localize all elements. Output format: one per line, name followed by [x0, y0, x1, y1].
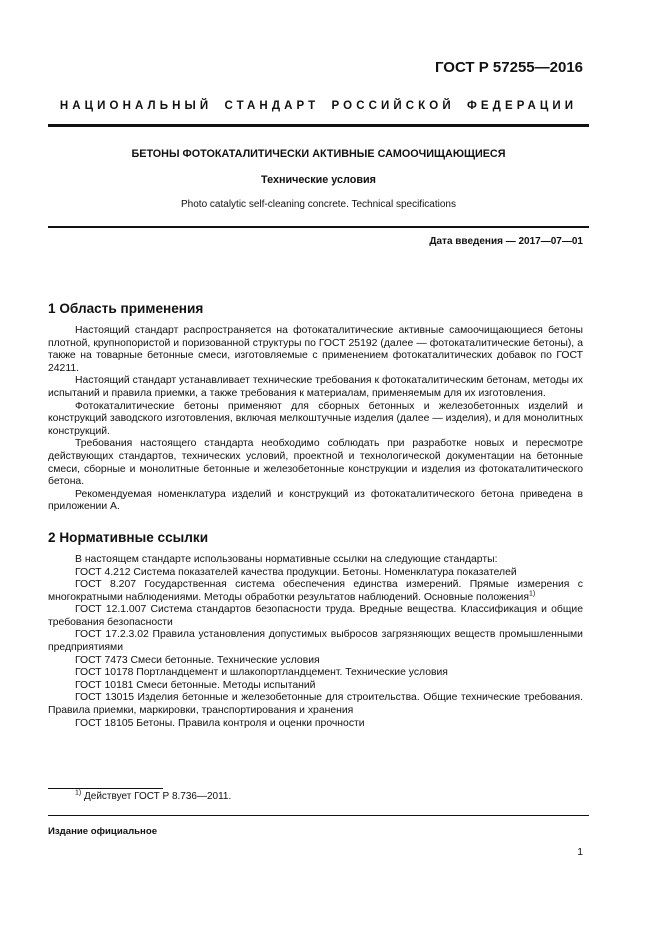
reference-text: ГОСТ 8.207 Государственная система обеспечения единства измерений. Прямые измерения с многократными наблюдениями. Методы обработки результатов наблюдений. Основные положения: [48, 579, 583, 603]
reference-item: ГОСТ 12.1.007 Система стандартов безопасности труда. Вредные вещества. Классификация и общие требования безопасности: [48, 604, 583, 628]
document-body: [48, 301, 583, 730]
footnote-separator: [48, 788, 163, 789]
section-1-paragraph: Рекомендуемая номенклатура изделий и конструкций из фотокаталитического бетона приведена в приложении А.: [48, 488, 583, 513]
reference-item: ГОСТ 13015 Изделия бетонные и железобетонные для строительства. Общие технические требования. Правила приемки, маркировки, транспортирования и хранения: [48, 692, 583, 717]
section-1-paragraph: Фотокаталитические бетоны применяют для сборных бетонных и железобетонных изделий и конструкций заводского изготовления, включая мелкоштучные изделия (далее — изделия), и для монолитных конструкций.: [48, 400, 583, 437]
footnote-marker: 1): [528, 590, 536, 598]
effective-date: Дата введения — 2017—07—01: [429, 236, 583, 247]
section-2-heading: 2 Нормативные ссылки: [48, 529, 209, 545]
section-1-paragraph: Настоящий стандарт распространяется на фотокаталитические активные самоочищающиеся бетоны плотной, крупнопористой и поризованной структуры по ГОСТ 25192 (далее — фотокаталитические бетоны), а также на товарные бетонные смеси, изготовляемые с применением фотокаталитических добавок по ГОСТ 24211.: [48, 325, 583, 374]
reference-item: ГОСТ 10181 Смеси бетонные. Методы испытаний: [75, 679, 316, 691]
national-standard-banner: НАЦИОНАЛЬНЫЙ СТАНДАРТ РОССИЙСКОЙ ФЕДЕРАЦИИ: [59, 100, 578, 112]
footnote: [75, 791, 231, 802]
reference-item: ГОСТ 18105 Бетоны. Правила контроля и оценки прочности: [75, 717, 365, 729]
page-number: 1: [577, 847, 583, 858]
footer-rule: [48, 815, 589, 816]
reference-item: ГОСТ 17.2.3.02 Правила установления допустимых выбросов загрязняющих веществ промышленными предприятиями: [48, 629, 583, 654]
footnote-mark: 1): [75, 789, 82, 797]
english-title: Photo catalytic self-cleaning concrete. Technical specifications: [181, 199, 456, 210]
reference-item: ГОСТ 4.212 Система показателей качества продукции. Бетоны. Номенклатура показателей: [75, 566, 517, 578]
document-title: БЕТОНЫ ФОТОКАТАЛИТИЧЕСКИ АКТИВНЫЕ САМООЧИЩАЮЩИЕСЯ: [131, 148, 506, 160]
document-subtitle: Технические условия: [261, 174, 376, 186]
footnote-text: Действует ГОСТ Р 8.736—2011.: [84, 791, 232, 802]
official-edition-label: Издание официальное: [48, 826, 158, 837]
reference-item: ГОСТ 10178 Портландцемент и шлакопортландцемент. Технические условия: [75, 667, 448, 679]
title-rule: [48, 226, 589, 228]
section-1-paragraph: Настоящий стандарт устанавливает технические требования к фотокаталитическим бетонам, методы их испытаний и правила приемки, а также требования к материалам, применяемым для их изготовления.: [48, 375, 583, 399]
section-1-paragraph: Требования настоящего стандарта необходимо соблюдать при разработке новых и пересмотре действующих стандартов, технических условий, проектной и технологической документации на бетонные смеси, сборные и монолитные бетонные и железобетонные конструкции и изделия из фотокаталитического бетона.: [48, 438, 583, 488]
reference-item-8207: [48, 579, 583, 604]
reference-item: ГОСТ 7473 Смеси бетонные. Технические условия: [75, 654, 320, 666]
standard-code: ГОСТ Р 57255—2016: [434, 59, 583, 76]
header-rule: [48, 124, 589, 127]
section-1-heading: 1 Область применения: [48, 301, 204, 316]
section-2-intro: В настоящем стандарте использованы нормативные ссылки на следующие стандарты:: [75, 553, 498, 565]
